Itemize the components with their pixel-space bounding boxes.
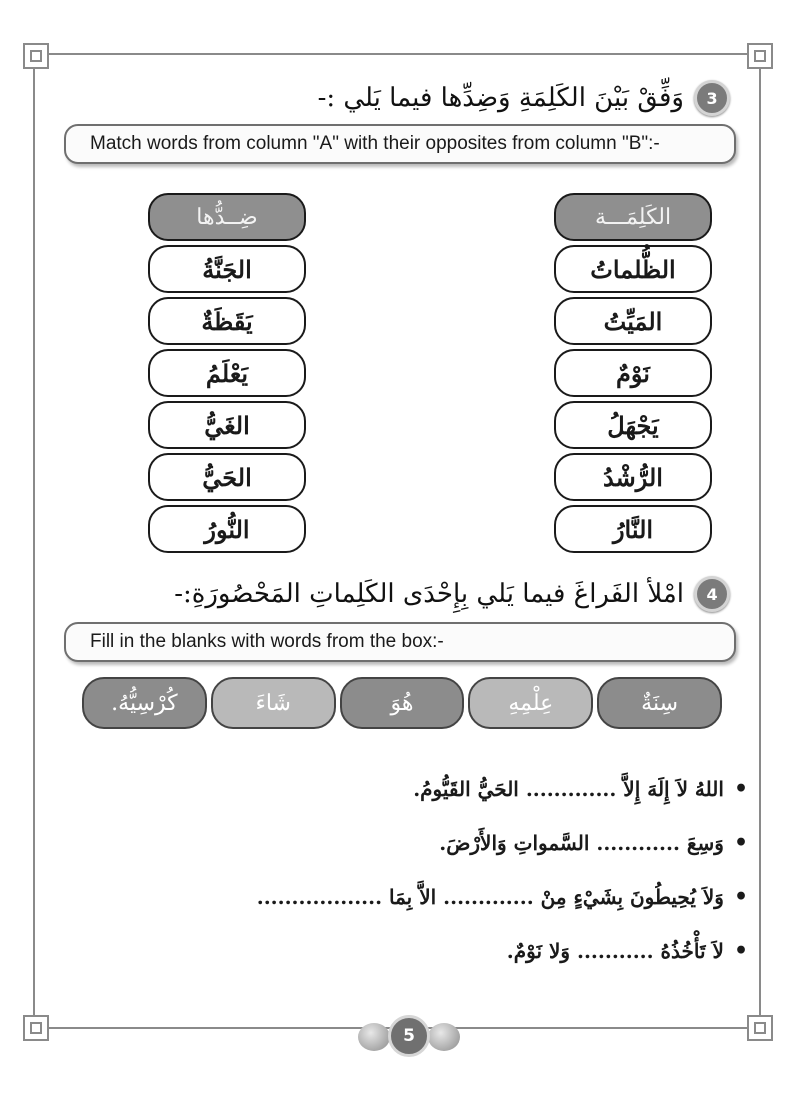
opposite-item[interactable]: الغَيُّ: [148, 401, 306, 449]
instruction-box: Fill in the blanks with words from the box:-: [64, 622, 736, 662]
bullet-icon: •: [733, 938, 748, 964]
word-item[interactable]: يَجْهَلُ: [554, 401, 712, 449]
decorative-ball-icon: [358, 1023, 390, 1051]
corner-ornament: [747, 43, 773, 69]
page-number: 5: [388, 1015, 430, 1057]
opposite-item[interactable]: يَقَظَةٌ: [148, 297, 306, 345]
column-header: الكَلِمَـــة: [554, 193, 712, 241]
sentence-item[interactable]: [128, 870, 748, 924]
exercise-title: امْلأ الفَراغَ فيما يَلي بِإِحْدَى الكَلِماتِ المَحْصُورَةِ:-: [174, 579, 684, 609]
corner-ornament: [747, 1015, 773, 1041]
word-item[interactable]: النَّارُ: [554, 505, 712, 553]
corner-ornament: [23, 1015, 49, 1041]
word-bank-item[interactable]: كُرْسِيُّهُ.: [82, 677, 207, 729]
word-item[interactable]: نَوْمٌ: [554, 349, 712, 397]
bullet-icon: •: [733, 884, 748, 910]
sentence-item[interactable]: [128, 816, 748, 870]
bullet-icon: •: [733, 830, 748, 856]
word-bank-item[interactable]: سِنَةٌ: [597, 677, 722, 729]
opposites-column: [148, 193, 306, 557]
word-item[interactable]: الرُّشْدُ: [554, 453, 712, 501]
sentence-text: وَلاَ يُحِيطُونَ بِشَيْءٍ مِنْ ............. الاَّ بِمَا ..................: [256, 885, 724, 909]
column-header: ضِــدُّها: [148, 193, 306, 241]
opposite-item[interactable]: يَعْلَمُ: [148, 349, 306, 397]
word-item[interactable]: الظُّلماتُ: [554, 245, 712, 293]
word-bank-item[interactable]: هُوَ: [340, 677, 465, 729]
opposite-item[interactable]: الجَنَّةُ: [148, 245, 306, 293]
corner-ornament: [23, 43, 49, 69]
exercise-number-badge: 3: [694, 80, 730, 116]
sentence-text: وَسِعَ ............ السَّمواتِ وَالأَرْضَ.: [439, 831, 724, 855]
exercise-3-heading: [318, 80, 730, 116]
exercise-4-heading: [174, 576, 730, 612]
exercise-number-badge: 4: [694, 576, 730, 612]
word-bank-item[interactable]: شَاءَ: [211, 677, 336, 729]
exercise-title: وَفِّقْ بَيْنَ الكَلِمَةِ وَضِدِّها فيما يَلي :-: [317, 83, 684, 113]
opposite-item[interactable]: النُّورُ: [148, 505, 306, 553]
words-column: [554, 193, 712, 557]
instruction-box: Match words from column "A" with their opposites from column "B":-: [64, 124, 736, 164]
word-bank: [82, 677, 722, 729]
sentence-text: اللهُ لاَ إِلَهَ إِلاَّ ............. الحَيُّ القَيُّومُ.: [413, 777, 724, 801]
bullet-icon: •: [733, 776, 748, 802]
sentence-item[interactable]: [128, 924, 748, 978]
word-item[interactable]: المَيِّتُ: [554, 297, 712, 345]
decorative-ball-icon: [428, 1023, 460, 1051]
sentence-text: لاَ تَأْخُذُهُ ........... وَلا نَوْمٌ.: [506, 939, 724, 963]
sentence-list: [128, 762, 748, 978]
opposite-item[interactable]: الحَيُّ: [148, 453, 306, 501]
word-bank-item[interactable]: عِلْمِهِ: [468, 677, 593, 729]
sentence-item[interactable]: [128, 762, 748, 816]
page-number-badge: [356, 1015, 462, 1059]
